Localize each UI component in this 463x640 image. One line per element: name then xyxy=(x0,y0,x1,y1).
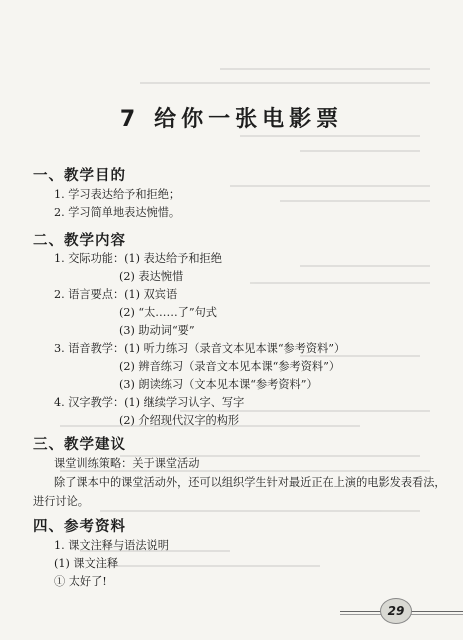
suggestion-strategy: 课堂训练策略：关于课堂活动 xyxy=(54,457,200,470)
section-heading-suggestions: 三、教学建议 xyxy=(33,437,126,453)
lesson-title xyxy=(0,102,463,133)
page-number: 29 xyxy=(380,598,412,624)
reference-line: 1. 课文注释与语法说明 xyxy=(54,539,169,552)
goal-item: 1. 学习表达给予和拒绝； xyxy=(54,188,181,201)
content-line: 3. 语音教学：(1) 听力练习（录音文本见本课“参考资料”） xyxy=(54,342,346,355)
content-line: (2) 辨音练习（录音文本见本课“参考资料”） xyxy=(119,360,341,373)
reference-line: ① 太好了! xyxy=(54,575,107,588)
lesson-title-text: 给你一张电影票 xyxy=(154,107,344,132)
content-line: 2. 语言要点：(1) 双宾语 xyxy=(54,288,178,301)
section-heading-references: 四、参考资料 xyxy=(33,519,126,535)
content-line: (2) 表达惋惜 xyxy=(119,270,184,283)
reference-line: (1) 课文注释 xyxy=(54,557,119,570)
content-line: 4. 汉字教学：(1) 继续学习认字、写字 xyxy=(54,396,245,409)
content-line: (2) “太……了”句式 xyxy=(119,306,217,319)
suggestion-paragraph: 除了课本中的课堂活动外，还可以组织学生针对最近正在上演的电影发表看法， xyxy=(54,476,446,489)
content-line: (3) 朗读练习（文本见本课“参考资料”） xyxy=(119,378,318,391)
section-heading-content: 二、教学内容 xyxy=(33,233,126,249)
lesson-number: 7 xyxy=(119,107,141,132)
content-line: (3) 助动词“要” xyxy=(119,324,195,337)
section-heading-goals: 一、教学目的 xyxy=(33,168,126,184)
suggestion-paragraph-cont: 进行讨论。 xyxy=(33,495,89,508)
page-footer xyxy=(340,596,463,626)
goal-item: 2. 学习简单地表达惋惜。 xyxy=(54,206,181,219)
content-line: 1. 交际功能：(1) 表达给予和拒绝 xyxy=(54,252,222,265)
content-line: (2) 介绍现代汉字的构形 xyxy=(119,414,240,427)
